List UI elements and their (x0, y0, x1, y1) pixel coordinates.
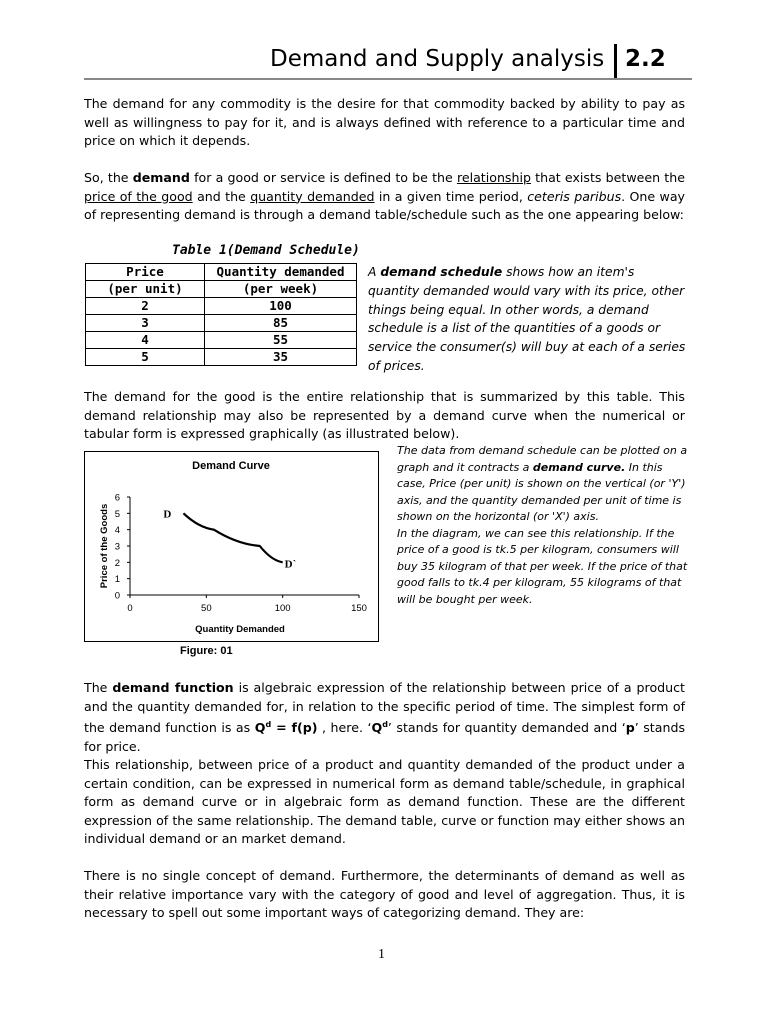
demand-curve-note: The data from demand schedule can be plotted on a graph and it contracts a demand curve. In this case, Price (per unit) is shown on the vertical (or 'Y') axis, and the quantity demanded per unit of time is shown on the horizontal (or 'X') axis. In the diagram, we can see this relationship. If the price of a good is tk.5 per kilogram, consumers will buy 35 kilogram of that per week. If the price of that good falls to tk.4 per kilogram, 55 kilograms of that will be bought per week. (397, 444, 688, 606)
y-tick-label: 2 (114, 557, 120, 569)
header-rule (84, 78, 692, 80)
demand-curve-chart (85, 452, 378, 641)
x-tick-label: 100 (274, 603, 291, 614)
y-tick-label: 4 (114, 525, 120, 537)
table-caption: Table 1(Demand Schedule) (172, 243, 360, 258)
page-number: 1 (378, 947, 385, 962)
section-number: 2.2 (625, 46, 666, 72)
y-tick-label: 5 (114, 508, 120, 520)
table-row: 5 35 (86, 349, 357, 366)
x-axis-label: Quantity Demanded (195, 624, 285, 635)
x-tick-label: 50 (201, 603, 212, 614)
x-tick-label: 0 (127, 603, 133, 614)
header-separator (614, 44, 617, 78)
table-row: 2 100 (86, 298, 357, 315)
demand-schedule-table (85, 263, 357, 366)
y-tick-label: 6 (114, 492, 120, 504)
paragraph-demand-function: The demand function is algebraic expression of the relationship between price of a product and the quantity demanded for, in relation to the specific period of time. The simplest form of the demand function is as $Q^d = f(p)$ , here. ‘$Q^d$’ stands for quantity demanded and ‘p’ stands for price. (84, 680, 686, 754)
figure-caption: Figure: 01 (180, 645, 233, 657)
page-title: Demand and Supply analysis (270, 46, 605, 72)
demand-schedule-note: A demand schedule shows how an item's quantity demanded would vary with its price, other things being equal. In other words, a demand schedule is a list of the quantities of a goods or service the consumer(s) will buy at each of a series of prices. (368, 265, 686, 373)
header-quantity: Quantity demanded (205, 264, 357, 281)
paragraph-relationship: The demand for the good is the entire relationship that is summarized by this table. This demand relationship may also be represented by a demand curve when the numerical or tabular form is expressed graphically (as illustrated below). (84, 389, 685, 441)
y-tick-label: 0 (114, 590, 120, 602)
chart-title: Demand Curve (192, 460, 270, 472)
curve-end-label: D` (284, 558, 297, 571)
table-header-row (86, 281, 357, 298)
curve-start-label: D (163, 508, 172, 521)
y-axis-label: Price of the Goods (99, 503, 110, 589)
demand-series-line (183, 513, 282, 562)
table-row: 3 85 (86, 315, 357, 332)
x-tick-label: 150 (351, 603, 367, 614)
paragraph-expressions: This relationship, between price of a product and quantity demanded of the product under a certain condition, can be expressed in numerical form as demand table/schedule, in graphical form as demand curve or in algebraic form as demand function. These are the different expression of the same relationship. The demand table, curve or function may either shows an individual demand or an market demand. (84, 757, 685, 846)
y-tick-label: 1 (114, 574, 120, 586)
header-quantity-unit: (per week) (205, 281, 357, 298)
table-row: 4 55 (86, 332, 357, 349)
paragraph-definition: So, the demand for a good or service is defined to be the relationship that exists between the price of the good and the quantity demanded in a given time period, ceteris paribus. One way of representing demand is through a demand table/schedule such as the one appearing below: (84, 170, 686, 222)
y-tick-label: 3 (114, 541, 120, 553)
header-price-unit: (per unit) (86, 281, 205, 298)
paragraph-intro: The demand for any commodity is the desire for that commodity backed by ability to pay as well as willingness to pay for it, and is always defined with reference to a particular time and price on which it depends. (84, 96, 685, 148)
paragraph-categories: There is no single concept of demand. Furthermore, the determinants of demand as well as their relative importance vary with the category of good and level of aggregation. Thus, it is necessary to spell out some important ways of categorizing demand. They are: (84, 868, 685, 920)
demand-curve-figure (84, 451, 379, 642)
header-price: Price (86, 264, 205, 281)
table-header-row (86, 264, 357, 281)
